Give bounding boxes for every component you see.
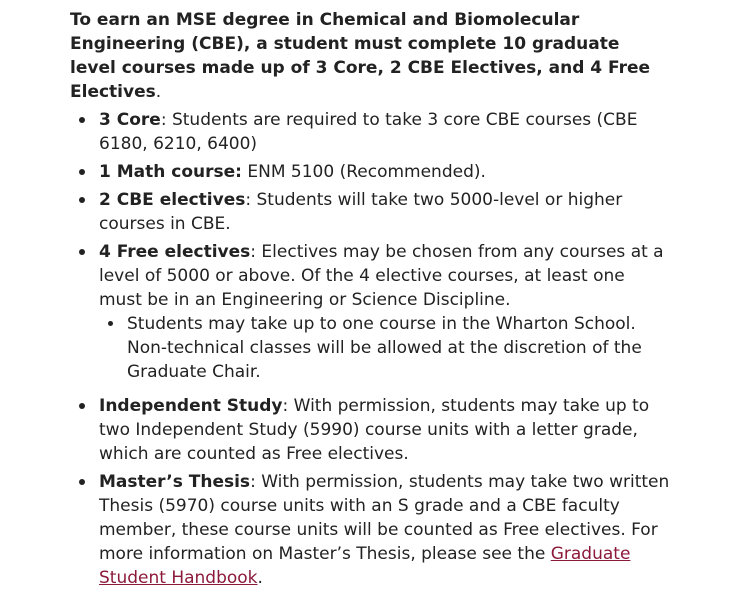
requirements-content — [70, 8, 670, 594]
core-text: : Students are required to take 3 core CBE courses (CBE 6180, 6210, 6400) — [99, 110, 638, 154]
intro-paragraph — [70, 8, 670, 104]
cbe-electives-label: 2 CBE electives — [99, 190, 246, 210]
intro-text: To earn an MSE degree in Chemical and Biomolecular Engineering (CBE), a student must complete 10 graduate level courses made up of 3 Core, 2 CBE Electives, and 4 Free Electives — [70, 10, 651, 102]
masters-thesis-label: Master’s Thesis — [99, 472, 251, 492]
list-item-free-electives — [70, 240, 670, 384]
math-label: 1 Math course: — [99, 162, 242, 182]
independent-study-label: Independent Study — [99, 396, 283, 416]
list-item-masters-thesis — [70, 470, 670, 590]
list-item-independent-study — [70, 394, 670, 466]
requirements-list — [70, 108, 670, 590]
masters-thesis-end: . — [257, 568, 263, 588]
cbe-electives-text: : Students will take two 5000-level or higher courses in CBE. — [99, 190, 623, 234]
independent-study-text: : With permission, students may take up to two Independent Study (5990) course units with a letter grade, which are counted as Free electives. — [99, 396, 650, 464]
core-label: 3 Core — [99, 110, 161, 130]
wharton-text: Students may take up to one course in the Wharton School. Non-technical classes will be allowed at the discretion of the Graduate Chair. — [127, 314, 642, 382]
free-electives-label: 4 Free electives — [99, 242, 251, 262]
free-electives-text: : Electives may be chosen from any courses at a level of 5000 or above. Of the 4 elective courses, at least one must be in an Engineering or Science Discipline. — [99, 242, 664, 310]
list-item-cbe-electives — [70, 188, 670, 236]
free-electives-sublist — [99, 312, 670, 384]
masters-thesis-text: : With permission, students may take two written Thesis (5970) course units with an S grade and a CBE faculty member, these course units will be counted as Free electives. For more information on Master’s Thesis, please see the — [99, 472, 670, 564]
graduate-handbook-link[interactable]: Graduate Student Handbook — [99, 544, 631, 588]
list-item-core — [70, 108, 670, 156]
sub-item-wharton — [99, 312, 670, 384]
list-item-math — [70, 160, 670, 184]
intro-period: . — [155, 82, 162, 102]
math-text: ENM 5100 (Recommended). — [241, 162, 486, 182]
